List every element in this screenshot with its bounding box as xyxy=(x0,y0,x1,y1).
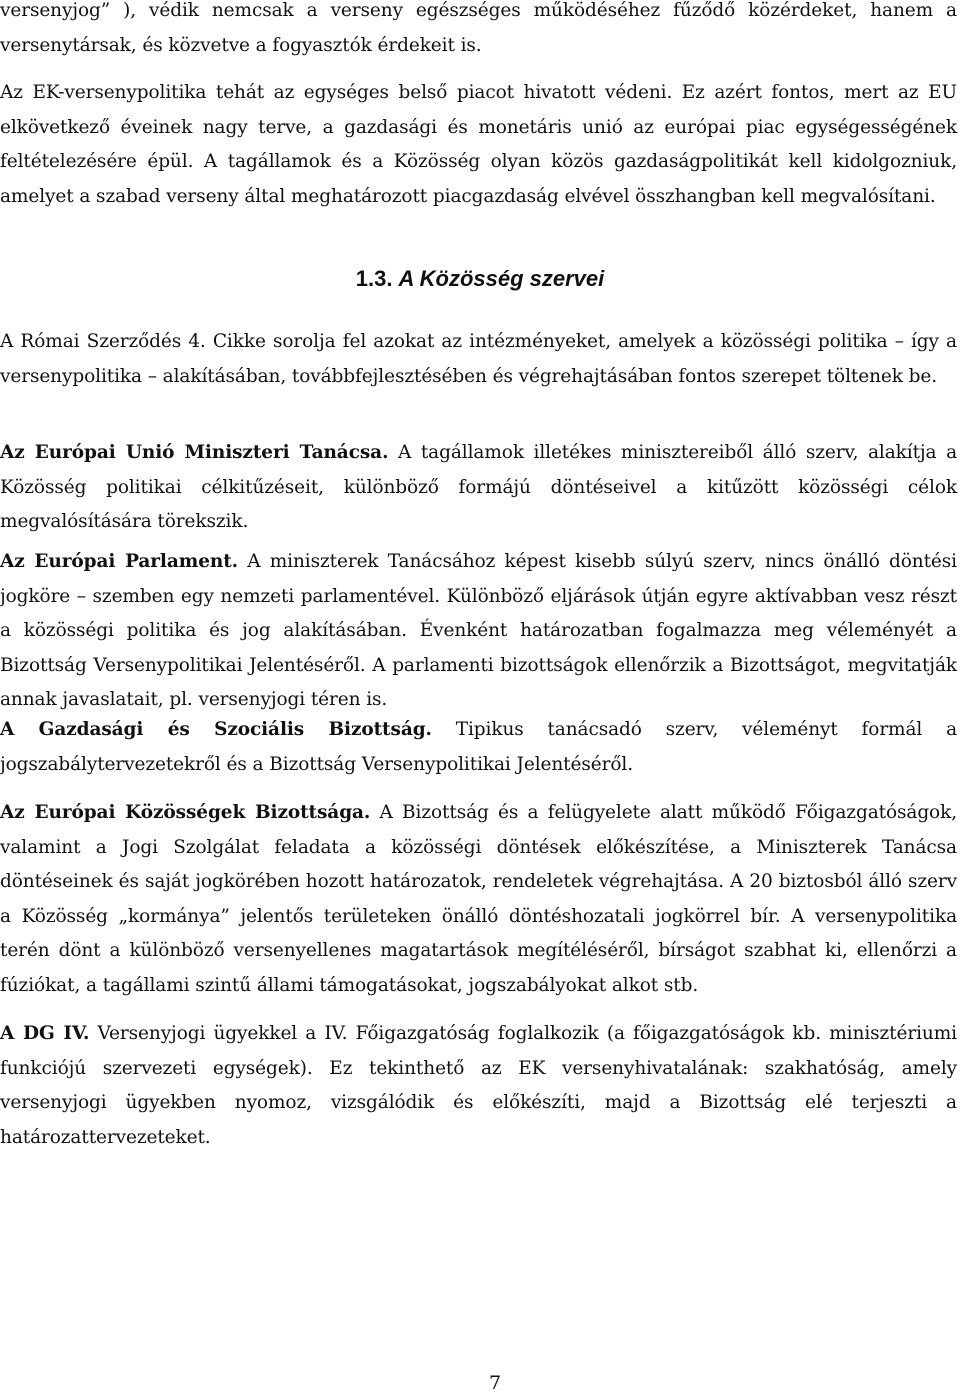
institution-name-commission: Az Európai Közösségek Bizottsága. xyxy=(0,802,371,823)
institution-text-dg-iv: Versenyjogi ügyekkel a IV. Főigazgatóság foglalkozik (a főigazgatóságok kb. minisztériumi funkciójú szervezeti egységek). Ez tekinthető az EK versenyhivatalának: szakhatóság, amely versenyjogi ügyekben nyomoz, vizsgálódik és előkészíti, majd a Bizottság elé terjeszti a határozattervezeteket. xyxy=(0,1023,957,1148)
paragraph-intro-tail: versenyjog” ), védik nemcsak a verseny egészséges működéséhez fűződő közérdeket, hanem a versenytársak, és közvetve a fogyasztók érdekeit is. xyxy=(0,0,957,56)
institution-name-council: Az Európai Unió Miniszteri Tanácsa. xyxy=(0,442,389,463)
institution-name-ecosoc: A Gazdasági és Szociális Bizottság. xyxy=(0,719,432,740)
institution-text-commission: A Bizottság és a felügyelete alatt működő Főigazgatóságok, valamint a Jogi Szolgálat feladata a közösségi döntések előkészítése, a Miniszterek Tanácsa döntéseinek és saját jogkörében hozott határozatok, rendeletek végrehajtása. A 20 biztosból álló szerv a Közösség „kormánya” jelentős területeken önálló döntéshozatali jogkörrel bír. A versenypolitika terén dönt a különböző versenyellenes magatartások megítéléséről, bírságot szabhat ki, ellenőrzi a fúziókat, a tagállami szintű állami támogatásokat, jogszabályokat alkot stb. xyxy=(0,802,957,996)
paragraph-internal-market: Az EK-versenypolitika tehát az egységes belső piacot hivatott védeni. Ez azért fontos, mert az EU elkövetkező éveinek nagy terve, a gazdasági és monetáris unió az európai piac egységességének feltételezésére épül. A tagállamok és a Közösség olyan közös gazdaságpolitikát kell kidolgozniuk, amelyet a szabad verseny által meghatározott piacgazdaság elvével összhangban kell megvalósítani. xyxy=(0,82,957,207)
institution-text-ecosoc: Tipikus tanácsadó szerv, véleményt formál a jogszabálytervezetekről és a Bizottság Versenypolitikai Jelentéséről. xyxy=(0,719,957,775)
section-number: 1.3. xyxy=(355,266,393,291)
institution-text-council: A tagállamok illetékes minisztereiből álló szerv, alakítja a Közösség politikai célkitűzéseit, különböző formájú döntéseivel a kitűzött közösségi célok megvalósítására törekszik. xyxy=(0,442,957,533)
paragraph-ecosoc xyxy=(0,713,957,782)
section-heading xyxy=(0,262,960,296)
page-number: 7 xyxy=(488,1372,502,1394)
institution-name-parliament: Az Európai Parlament. xyxy=(0,551,239,572)
paragraph-dg-iv xyxy=(0,1017,957,1155)
section-title: A Közösség szervei xyxy=(398,266,605,291)
institution-name-dg-iv: A DG IV. xyxy=(0,1023,90,1044)
paragraph-treaty: A Római Szerződés 4. Cikke sorolja fel azokat az intézményeket, amelyek a közösségi politika – így a versenypolitika – alakításában, továbbfejlesztésében és végrehajtásában fontos szerepet töltenek be. xyxy=(0,331,957,387)
paragraph-commission xyxy=(0,796,957,1004)
paragraph-parliament xyxy=(0,545,957,718)
institution-text-parliament: A miniszterek Tanácsához képest kisebb súlyú szerv, nincs önálló döntési jogköre – szemben egy nemzeti parlamentével. Különböző eljárások útján egyre aktívabban vesz részt a közösségi politika és jog alakításában. Évenként határozatban fogalmazza meg véleményét a Bizottság Versenypolitikai Jelentéséről. A parlamenti bizottságok ellenőrzik a Bizottságot, megvitatják annak javaslatait, pl. versenyjogi téren is. xyxy=(0,551,957,711)
paragraph-council xyxy=(0,436,957,540)
